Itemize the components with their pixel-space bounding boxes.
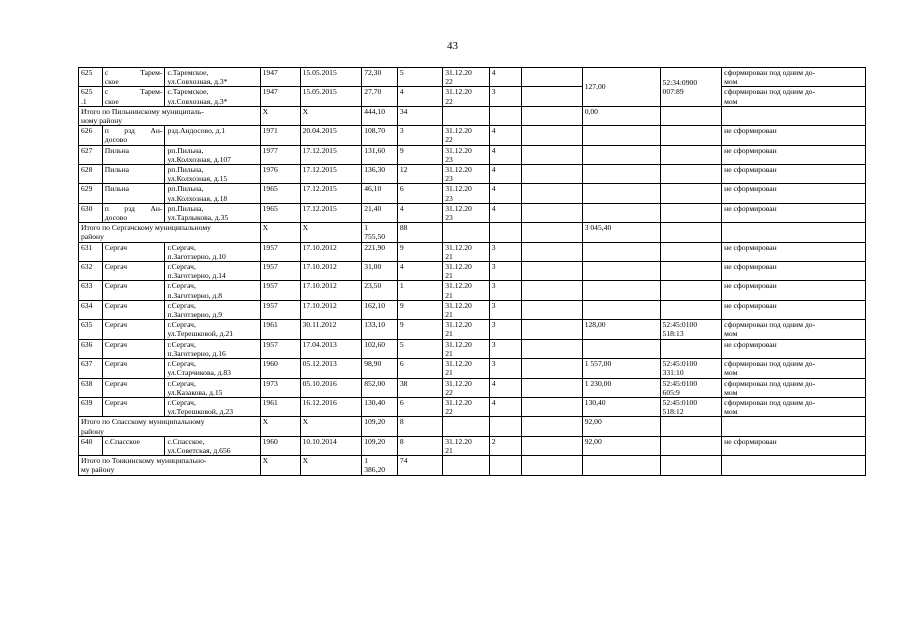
area-cell: 136,30 [362, 165, 398, 184]
category-cell [489, 106, 521, 125]
table-row [79, 378, 866, 397]
table-row [79, 262, 866, 281]
empty-cell [522, 126, 583, 145]
table-row [79, 339, 866, 358]
status-cell: сформирован под одним до- мом [722, 68, 866, 87]
status-cell: сформирован под одним до- мом [722, 320, 866, 339]
date-cell: 17.10.2012 [300, 281, 362, 300]
housing-register-table [78, 67, 866, 476]
date-cell: 17.10.2012 [300, 300, 362, 319]
date-cell: X [300, 223, 362, 242]
residents-cell: 6 [397, 359, 442, 378]
address-cell: рп.Пильна, ул.Колхозная, д.107 [165, 145, 260, 164]
table-row [79, 68, 866, 87]
land-area-cell [582, 456, 660, 475]
locality-cell: Сергач [102, 242, 165, 261]
table-row [79, 145, 866, 164]
empty-cell [522, 436, 583, 455]
area-cell: 162,10 [362, 300, 398, 319]
cadastral-number-cell: 52:34:0900 007:89 [660, 68, 722, 107]
land-area-cell [582, 339, 660, 358]
row-number-cell: 637 [79, 359, 103, 378]
residents-cell: 4 [397, 87, 442, 106]
table-row [79, 242, 866, 261]
empty-cell [522, 262, 583, 281]
date-cell: 20.04.2015 [300, 126, 362, 145]
total-label-cell: Итого по Пильнинскому муниципаль- ному району [79, 106, 261, 125]
deadline-cell: 31.12.20 22 [443, 68, 489, 87]
date-cell: 17.04.2013 [300, 339, 362, 358]
land-area-cell: 3 045,40 [582, 223, 660, 242]
area-cell: 31,00 [362, 262, 398, 281]
address-cell: г.Сергач, ул.Старчикова, д.83 [165, 359, 260, 378]
residents-cell: 12 [397, 165, 442, 184]
category-cell [489, 223, 521, 242]
category-cell: 4 [489, 184, 521, 203]
empty-cell [522, 456, 583, 475]
status-cell: не сформирован [722, 184, 866, 203]
status-cell: не сформирован [722, 145, 866, 164]
row-number-cell: 631 [79, 242, 103, 261]
locality-cell: с Тарем- ское [102, 87, 165, 106]
year-cell: 1957 [260, 339, 300, 358]
year-cell: 1957 [260, 242, 300, 261]
area-cell: 1 755,50 [362, 223, 398, 242]
address-cell: г.Сергач, п.Заготзерно, д.16 [165, 339, 260, 358]
category-cell: 4 [489, 68, 521, 87]
deadline-cell [443, 106, 489, 125]
cadastral-number-cell: 52:45:0100 605:9 [660, 378, 722, 397]
empty-cell [522, 87, 583, 106]
date-cell: 17.10.2012 [300, 262, 362, 281]
table-row [79, 165, 866, 184]
cadastral-number-cell: 52:45:0100 518:12 [660, 397, 722, 416]
status-cell: не сформирован [722, 242, 866, 261]
cadastral-number-cell [660, 145, 722, 164]
deadline-cell: 31.12.20 22 [443, 87, 489, 106]
area-cell: 852,00 [362, 378, 398, 397]
cadastral-number-cell [660, 223, 722, 242]
residents-cell: 3 [397, 126, 442, 145]
year-cell: 1961 [260, 320, 300, 339]
deadline-cell [443, 456, 489, 475]
residents-cell: 1 [397, 281, 442, 300]
address-cell: г.Сергач, ул.Казакова, д.15 [165, 378, 260, 397]
empty-cell [522, 165, 583, 184]
date-cell: 10.10.2014 [300, 436, 362, 455]
land-area-cell: 130,40 [582, 397, 660, 416]
area-cell: 46,10 [362, 184, 398, 203]
status-cell: сформирован под одним до- мом [722, 397, 866, 416]
category-cell: 4 [489, 165, 521, 184]
residents-cell: 9 [397, 242, 442, 261]
address-cell: г.Сергач, п.Заготзерно, д.10 [165, 242, 260, 261]
cadastral-number-cell [660, 203, 722, 222]
empty-cell [522, 378, 583, 397]
deadline-cell: 31.12.20 23 [443, 184, 489, 203]
address-cell: рзд.Андосово, д.1 [165, 126, 260, 145]
total-row [79, 106, 866, 125]
residents-cell: 5 [397, 339, 442, 358]
empty-cell [522, 184, 583, 203]
deadline-cell: 31.12.20 22 [443, 126, 489, 145]
locality-cell: Сергач [102, 397, 165, 416]
cadastral-number-cell [660, 184, 722, 203]
status-cell [722, 417, 866, 436]
land-area-cell [582, 165, 660, 184]
residents-cell: 74 [397, 456, 442, 475]
date-cell: 16.12.2016 [300, 397, 362, 416]
area-cell: 72,30 [362, 68, 398, 87]
address-cell: с.Таремское, ул.Совхозная, д.3* [165, 87, 260, 106]
area-cell: 21,40 [362, 203, 398, 222]
land-area-cell: 1 557,00 [582, 359, 660, 378]
year-cell: 1965 [260, 184, 300, 203]
year-cell: X [260, 456, 300, 475]
category-cell: 3 [489, 242, 521, 261]
residents-cell: 4 [397, 262, 442, 281]
row-number-cell: 633 [79, 281, 103, 300]
year-cell: 1947 [260, 68, 300, 87]
land-area-cell [582, 281, 660, 300]
locality-cell: Пильна [102, 165, 165, 184]
locality-cell: с.Спасское [102, 436, 165, 455]
row-number-cell: 636 [79, 339, 103, 358]
cadastral-number-cell: 52:45:0100 331:10 [660, 359, 722, 378]
cadastral-number-cell [660, 436, 722, 455]
total-label-cell: Итого по Тонкинскому муниципально- му району [79, 456, 261, 475]
status-cell: сформирован под одним до- мом [722, 359, 866, 378]
year-cell: 1965 [260, 203, 300, 222]
area-cell: 98,90 [362, 359, 398, 378]
category-cell: 4 [489, 126, 521, 145]
deadline-cell: 31.12.20 23 [443, 165, 489, 184]
cadastral-number-cell [660, 165, 722, 184]
residents-cell: 5 [397, 68, 442, 87]
area-cell: 221,90 [362, 242, 398, 261]
area-cell: 108,70 [362, 126, 398, 145]
year-cell: 1957 [260, 262, 300, 281]
land-area-cell: 92,00 [582, 436, 660, 455]
status-cell: не сформирован [722, 165, 866, 184]
deadline-cell: 31.12.20 21 [443, 281, 489, 300]
status-cell: не сформирован [722, 126, 866, 145]
deadline-cell: 31.12.20 21 [443, 436, 489, 455]
row-number-cell: 628 [79, 165, 103, 184]
locality-cell: Сергач [102, 320, 165, 339]
empty-cell [522, 417, 583, 436]
residents-cell: 9 [397, 300, 442, 319]
status-cell: сформирован под одним до- мом [722, 378, 866, 397]
category-cell: 4 [489, 397, 521, 416]
status-cell: не сформирован [722, 436, 866, 455]
residents-cell: 8 [397, 436, 442, 455]
address-cell: г.Сергач, п.Заготзерно, д.14 [165, 262, 260, 281]
land-area-cell: 128,00 [582, 320, 660, 339]
total-row [79, 417, 866, 436]
deadline-cell: 31.12.20 21 [443, 262, 489, 281]
table-row [79, 397, 866, 416]
table-row [79, 184, 866, 203]
deadline-cell: 31.12.20 21 [443, 339, 489, 358]
category-cell [489, 456, 521, 475]
status-cell [722, 223, 866, 242]
address-cell: г.Сергач, ул.Терешковой, д.23 [165, 397, 260, 416]
category-cell: 2 [489, 436, 521, 455]
year-cell: 1973 [260, 378, 300, 397]
residents-cell: 6 [397, 397, 442, 416]
empty-cell [522, 145, 583, 164]
total-row [79, 223, 866, 242]
category-cell: 3 [489, 339, 521, 358]
land-area-cell: 92,00 [582, 417, 660, 436]
cadastral-number-cell [660, 456, 722, 475]
residents-cell: 9 [397, 320, 442, 339]
residents-cell: 88 [397, 223, 442, 242]
row-number-cell: 630 [79, 203, 103, 222]
locality-cell: Сергач [102, 359, 165, 378]
year-cell: 1957 [260, 300, 300, 319]
category-cell: 4 [489, 203, 521, 222]
area-cell: 133,10 [362, 320, 398, 339]
row-number-cell: 629 [79, 184, 103, 203]
area-cell: 109,20 [362, 417, 398, 436]
empty-cell [522, 242, 583, 261]
date-cell: 17.12.2015 [300, 165, 362, 184]
locality-cell: Сергач [102, 281, 165, 300]
status-cell: не сформирован [722, 300, 866, 319]
row-number-cell: 627 [79, 145, 103, 164]
empty-cell [522, 359, 583, 378]
status-cell: не сформирован [722, 281, 866, 300]
deadline-cell [443, 417, 489, 436]
row-number-cell: 625 .1 [79, 87, 103, 106]
date-cell: 17.12.2015 [300, 203, 362, 222]
date-cell: 05.10.2016 [300, 378, 362, 397]
locality-cell: Сергач [102, 262, 165, 281]
address-cell: с.Таремское, ул.Совхозная, д.3* [165, 68, 260, 87]
empty-cell [522, 339, 583, 358]
total-label-cell: Итого по Спасскому муниципальному району [79, 417, 261, 436]
land-area-cell: 0,00 [582, 106, 660, 125]
empty-cell [522, 397, 583, 416]
status-cell: не сформирован [722, 203, 866, 222]
land-area-cell [582, 126, 660, 145]
address-cell: рп.Пильна, ул.Колхозная, д.18 [165, 184, 260, 203]
category-cell: 3 [489, 281, 521, 300]
empty-cell [522, 223, 583, 242]
area-cell: 27,70 [362, 87, 398, 106]
date-cell: 17.10.2012 [300, 242, 362, 261]
empty-cell [522, 68, 583, 87]
category-cell: 3 [489, 262, 521, 281]
empty-cell [522, 106, 583, 125]
table-row [79, 300, 866, 319]
area-cell: 130,40 [362, 397, 398, 416]
date-cell: X [300, 456, 362, 475]
locality-cell: п рзд Ан- досово [102, 203, 165, 222]
empty-cell [522, 281, 583, 300]
year-cell: 1960 [260, 436, 300, 455]
cadastral-number-cell [660, 106, 722, 125]
deadline-cell: 31.12.20 21 [443, 300, 489, 319]
residents-cell: 38 [397, 378, 442, 397]
locality-cell: Сергач [102, 378, 165, 397]
status-cell: не сформирован [722, 339, 866, 358]
status-cell [722, 106, 866, 125]
table-row [79, 359, 866, 378]
date-cell: X [300, 106, 362, 125]
table-row [79, 436, 866, 455]
category-cell: 4 [489, 378, 521, 397]
table-row [79, 87, 866, 106]
locality-cell: Пильна [102, 145, 165, 164]
deadline-cell: 31.12.20 23 [443, 203, 489, 222]
page-number: 43 [447, 40, 458, 52]
land-area-cell [582, 203, 660, 222]
year-cell: 1961 [260, 397, 300, 416]
locality-cell: Сергач [102, 300, 165, 319]
category-cell: 3 [489, 300, 521, 319]
deadline-cell: 31.12.20 22 [443, 397, 489, 416]
empty-cell [522, 300, 583, 319]
year-cell: X [260, 223, 300, 242]
category-cell: 3 [489, 87, 521, 106]
status-cell [722, 456, 866, 475]
table-row [79, 203, 866, 222]
row-number-cell: 632 [79, 262, 103, 281]
area-cell: 131,60 [362, 145, 398, 164]
address-cell: г.Сергач, ул.Терешковой, д.21 [165, 320, 260, 339]
cadastral-number-cell: 52:45:0100 518:13 [660, 320, 722, 339]
date-cell: 17.12.2015 [300, 184, 362, 203]
row-number-cell: 634 [79, 300, 103, 319]
address-cell: рп.Пильна, ул.Тарлыкова, д.35 [165, 203, 260, 222]
year-cell: X [260, 417, 300, 436]
deadline-cell: 31.12.20 22 [443, 378, 489, 397]
residents-cell: 9 [397, 145, 442, 164]
address-cell: г.Сергач, п.Заготзерно, д.8 [165, 281, 260, 300]
table-row [79, 320, 866, 339]
cadastral-number-cell [660, 300, 722, 319]
category-cell: 3 [489, 359, 521, 378]
land-area-cell [582, 300, 660, 319]
land-area-cell: 127,00 [582, 68, 660, 107]
land-area-cell [582, 262, 660, 281]
empty-cell [522, 203, 583, 222]
area-cell: 444,10 [362, 106, 398, 125]
date-cell: X [300, 417, 362, 436]
cadastral-number-cell [660, 262, 722, 281]
locality-cell: Пильна [102, 184, 165, 203]
area-cell: 109,20 [362, 436, 398, 455]
date-cell: 05.12.2013 [300, 359, 362, 378]
locality-cell: с Тарем- ское [102, 68, 165, 87]
total-label-cell: Итого по Сергачскому муниципальному району [79, 223, 261, 242]
year-cell: 1977 [260, 145, 300, 164]
address-cell: рп.Пильна, ул.Колхозная, д.15 [165, 165, 260, 184]
year-cell: 1960 [260, 359, 300, 378]
date-cell: 15.05.2015 [300, 68, 362, 87]
category-cell [489, 417, 521, 436]
deadline-cell: 31.12.20 21 [443, 320, 489, 339]
address-cell: с.Спасское, ул.Советская, д.656 [165, 436, 260, 455]
land-area-cell [582, 145, 660, 164]
cadastral-number-cell [660, 281, 722, 300]
date-cell: 30.11.2012 [300, 320, 362, 339]
locality-cell: Сергач [102, 339, 165, 358]
locality-cell: п рзд Ан- досово [102, 126, 165, 145]
residents-cell: 6 [397, 184, 442, 203]
address-cell: г.Сергач, п.Заготзерно, д.9 [165, 300, 260, 319]
category-cell: 3 [489, 320, 521, 339]
deadline-cell: 31.12.20 21 [443, 242, 489, 261]
category-cell: 4 [489, 145, 521, 164]
cadastral-number-cell [660, 417, 722, 436]
deadline-cell [443, 223, 489, 242]
year-cell: X [260, 106, 300, 125]
residents-cell: 34 [397, 106, 442, 125]
table-row [79, 281, 866, 300]
deadline-cell: 31.12.20 21 [443, 359, 489, 378]
residents-cell: 4 [397, 203, 442, 222]
empty-cell [522, 320, 583, 339]
land-area-cell [582, 184, 660, 203]
row-number-cell: 640 [79, 436, 103, 455]
row-number-cell: 639 [79, 397, 103, 416]
cadastral-number-cell [660, 242, 722, 261]
year-cell: 1971 [260, 126, 300, 145]
year-cell: 1976 [260, 165, 300, 184]
area-cell: 1 386,20 [362, 456, 398, 475]
year-cell: 1947 [260, 87, 300, 106]
row-number-cell: 626 [79, 126, 103, 145]
cadastral-number-cell [660, 339, 722, 358]
land-area-cell: 1 230,00 [582, 378, 660, 397]
year-cell: 1957 [260, 281, 300, 300]
land-area-cell [582, 242, 660, 261]
row-number-cell: 635 [79, 320, 103, 339]
status-cell: сформирован под одним до- мом [722, 87, 866, 106]
area-cell: 23,50 [362, 281, 398, 300]
cadastral-number-cell [660, 126, 722, 145]
area-cell: 102,60 [362, 339, 398, 358]
status-cell: не сформирован [722, 262, 866, 281]
date-cell: 15.05.2015 [300, 87, 362, 106]
row-number-cell: 638 [79, 378, 103, 397]
table-row [79, 126, 866, 145]
total-row [79, 456, 866, 475]
deadline-cell: 31.12.20 23 [443, 145, 489, 164]
date-cell: 17.12.2015 [300, 145, 362, 164]
residents-cell: 8 [397, 417, 442, 436]
row-number-cell: 625 [79, 68, 103, 87]
